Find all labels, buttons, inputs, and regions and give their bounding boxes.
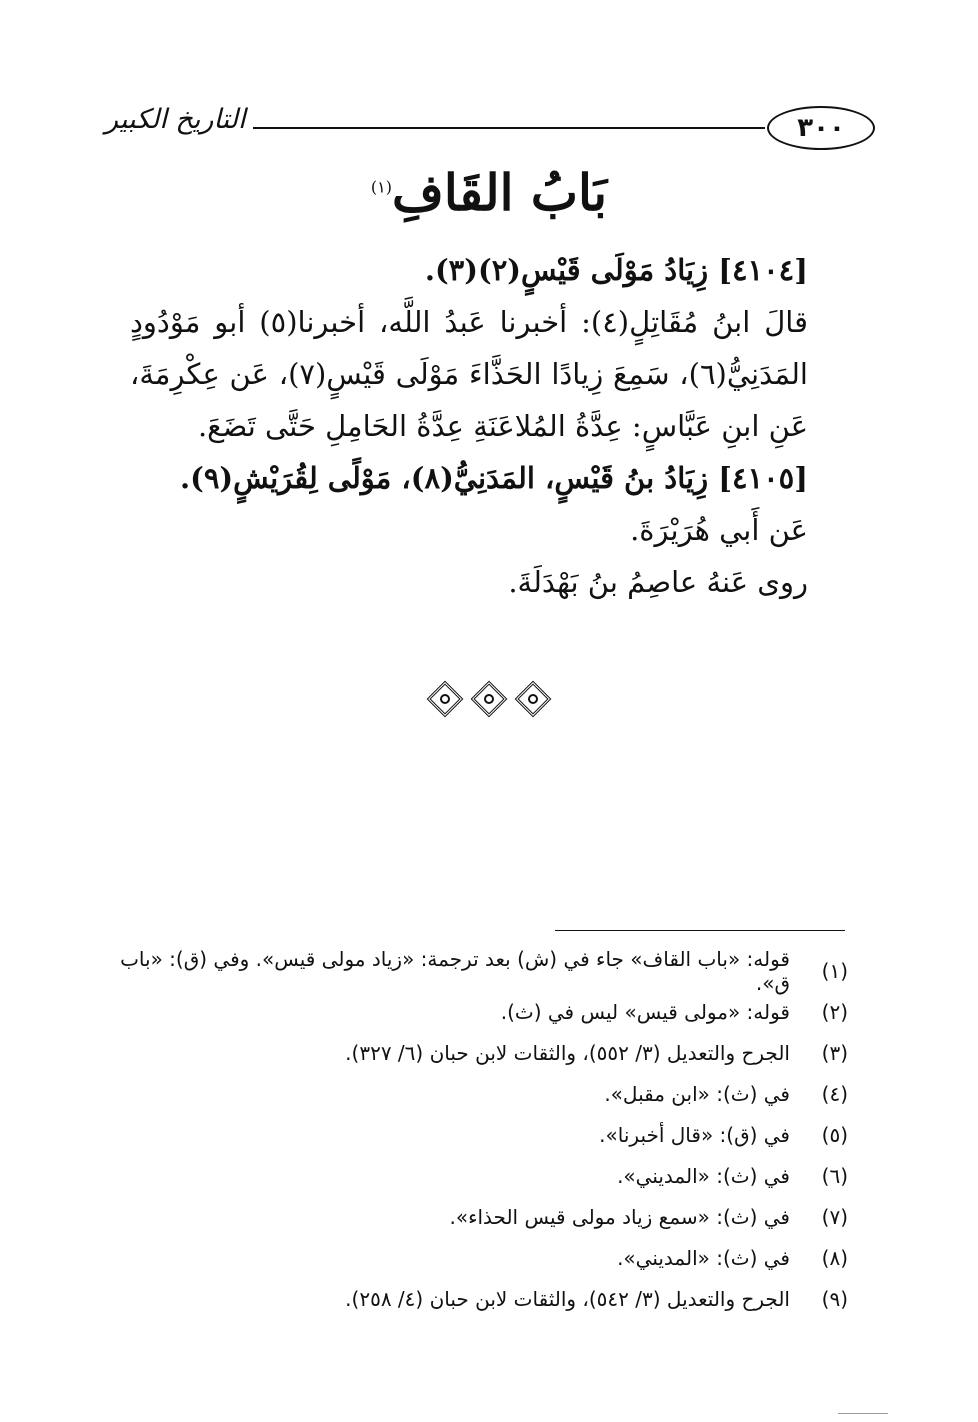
footnote-number: (٨) [821,1245,848,1270]
footnote-text: قوله: «مولى قيس» ليس في (ث). [500,999,790,1024]
footnote [120,1237,848,1278]
footnote [120,1155,848,1196]
footnote-rule [555,930,845,931]
page-number: ٣٠٠ [767,106,875,150]
footnote [120,1196,848,1237]
chapter-title: بَابُ القَافِ [391,163,608,222]
entry-text: عَن أَبي هُرَيْرَةَ. [630,513,808,547]
ornament-icon [515,681,552,718]
footnote-text: في (ث): «ابن مقبل». [604,1081,790,1106]
section-ornaments [0,686,978,716]
footnote-number: (٣) [821,1040,848,1065]
main-text [130,244,848,608]
footnote-text: في (ث): «المديني». [617,1245,790,1270]
footnote-number: (١) [821,958,848,983]
footnote-text: في (ث): «المديني». [617,1163,790,1188]
page-header [105,104,875,154]
footnote-number: (٤) [821,1081,848,1106]
footnote [120,1032,848,1073]
footnote [120,1278,848,1319]
entry-heading: [٤١٠٤] زِيَادُ مَوْلَى قَيْسٍ(٢)(٣). [424,253,808,287]
footnote [120,1073,848,1114]
chapter-footnote-ref: (١) [370,177,392,197]
header-rule [253,127,765,129]
footnote-text: قوله: «باب القاف» جاء في (ش) بعد ترجمة: «زياد مولى قيس». وفي (ق): «باب ق». [120,946,790,995]
footnote-text: في (ث): «سمع زياد مولى قيس الحذاء». [449,1204,790,1229]
footnote [120,946,848,995]
footnote-number: (٩) [821,1286,848,1311]
footnote-number: (٧) [821,1204,848,1229]
entry-text: قالَ ابنُ مُقَاتِلٍ(٤): أخبرنا عَبدُ اللَّه، أخبرنا(٥) أبو مَوْدُودٍ المَدَنِيُّ(٦)، سَمِعَ زِيادًا الحَذَّاءَ مَوْلَى قَيْسٍ(٧)، عَن عِكْرِمَةَ، عَنِ ابنِ عَبَّاسٍ: عِدَّةُ المُلاعَنَةِ عِدَّةُ الحَامِلِ حَتَّى تَضَعَ. [130,305,808,443]
ornament-icon [471,681,508,718]
book-title: التاريخ الكبير [105,104,246,135]
footnote-number: (٦) [821,1163,848,1188]
ornament-icon [427,681,464,718]
entry-text: روى عَنهُ عاصِمُ بنُ بَهْدَلَةَ. [508,565,808,599]
footnote [120,991,848,1032]
footnote-number: (٢) [821,999,848,1024]
footnote-number: (٥) [821,1122,848,1147]
footnote [120,1114,848,1155]
footnote-text: الجرح والتعديل (٣/ ٥٥٢)، والثقات لابن حبان (٦/ ٣٢٧). [345,1040,790,1065]
footnotes [120,946,848,1319]
footnote-text: الجرح والتعديل (٣/ ٥٤٢)، والثقات لابن حبان (٤/ ٢٥٨). [345,1286,790,1311]
entry-heading: [٤١٠٥] زِيَادُ بنُ قَيْسٍ، المَدَنِيُّ(٨)، مَوْلًى لِقُرَيْشٍ(٩). [180,461,808,495]
chapter-heading [0,163,978,222]
scan-edge-mark [838,1413,888,1414]
footnote-text: في (ق): «قال أخبرنا». [599,1122,790,1147]
